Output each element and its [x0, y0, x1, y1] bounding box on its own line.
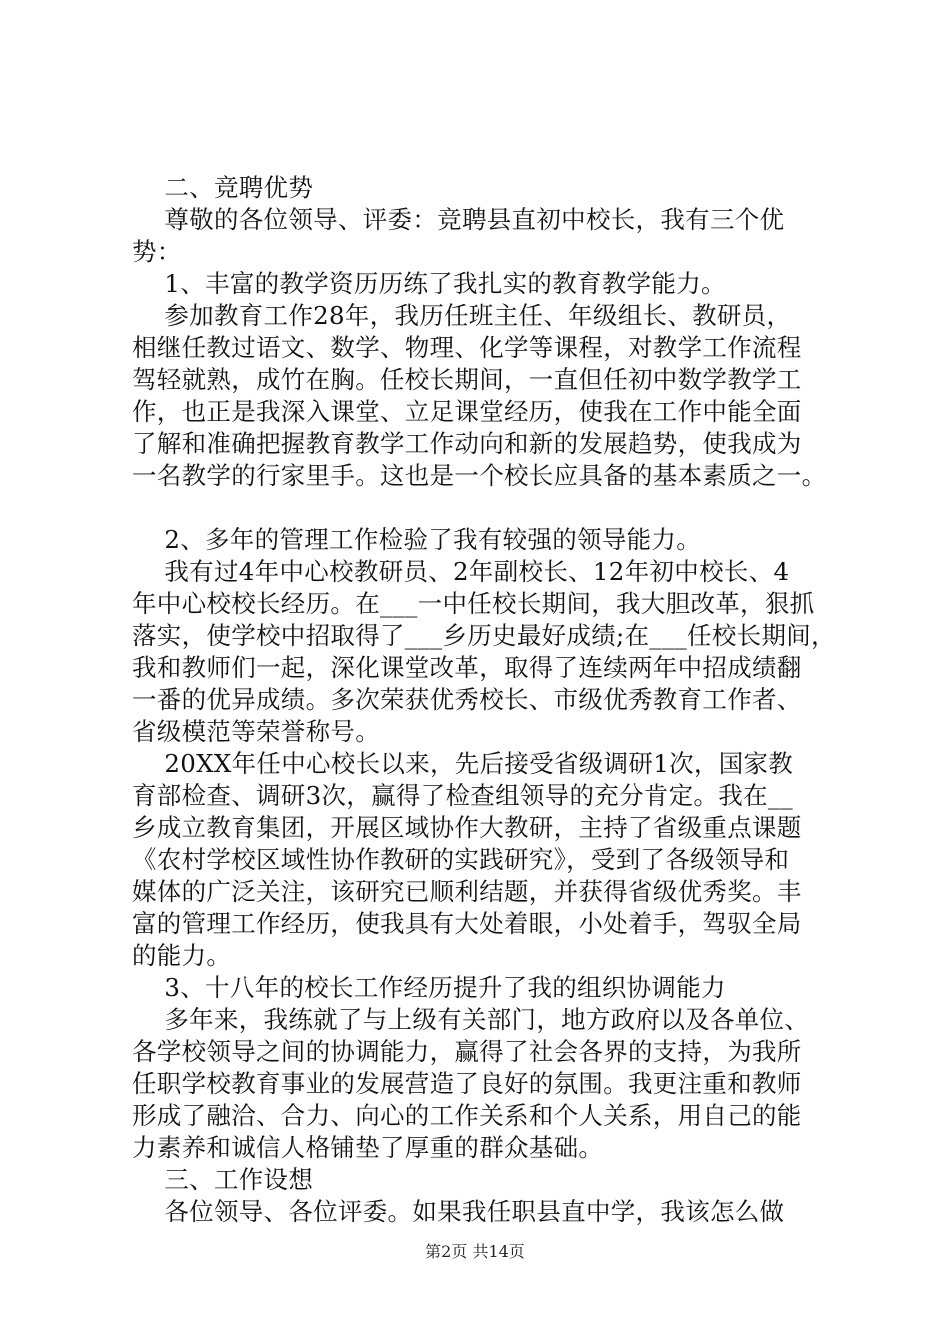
text-line: 各位领导、各位评委。如果我任职县直中学，我该怎么做 [132, 1197, 785, 1226]
text-line: 驾轻就熟，成竹在胸。任校长期间，一直但任初中数学教学工 [132, 365, 802, 394]
text-line: 作，也正是我深入课堂、立足课堂经历，使我在工作中能全面 [132, 397, 802, 426]
text-line: 年中心校校长经历。在___一中任校长期间，我大胆改革，狠抓 [132, 589, 815, 618]
text-line: 的能力。 [132, 941, 232, 970]
text-line: 了解和准确把握教育教学工作动向和新的发展趋势，使我成为 [132, 429, 802, 458]
text-line: 形成了融洽、合力、向心的工作关系和个人关系，用自己的能 [132, 1101, 802, 1130]
text-line: 三、工作设想 [132, 1165, 314, 1194]
text-line: 二、竞聘优势 [132, 173, 314, 202]
text-line: 育部检查、调研3次，赢得了检查组领导的充分肯定。我在__ [132, 781, 793, 810]
text-line: 省级模范等荣誉称号。 [132, 717, 380, 746]
text-line: 参加教育工作28年，我历任班主任、年级组长、教研员， [132, 301, 792, 330]
text-line: 富的管理工作经历，使我具有大处着眼，小处着手，驾驭全局 [132, 909, 802, 938]
blank-line [132, 492, 832, 524]
text-line: 势： [132, 237, 182, 266]
text-line: 媒体的广泛关注，该研究已顺利结题，并获得省级优秀奖。丰 [132, 877, 802, 906]
text-line: 多年来，我练就了与上级有关部门，地方政府以及各单位、 [132, 1005, 810, 1034]
text-line: 《农村学校区域性协作教研的实践研究》，受到了各级领导和 [132, 845, 790, 874]
text-line: 一番的优异成绩。多次荣获优秀校长、市级优秀教育工作者、 [132, 685, 802, 714]
text-line: 我有过4年中心校教研员、2年副校长、12年初中校长、4 [132, 557, 790, 586]
text-line: 2、多年的管理工作检验了我有较强的领导能力。 [132, 525, 702, 554]
text-line: 乡成立教育集团，开展区域协作大教研，主持了省级重点课题 [132, 813, 802, 842]
text-line: 落实，使学校中招取得了___乡历史最好成绩;在___任校长期间， [132, 621, 836, 650]
document-body [132, 172, 836, 1228]
text-line: 相继任教过语文、数学、物理、化学等课程，对教学工作流程 [132, 333, 802, 362]
text-line: 各学校领导之间的协调能力，赢得了社会各界的支持，为我所 [132, 1037, 802, 1066]
text-line: 尊敬的各位领导、评委：竞聘县直初中校长，我有三个优 [132, 205, 785, 234]
text-line: 力素养和诚信人格铺垫了厚重的群众基础。 [132, 1133, 604, 1162]
text-line: 任职学校教育事业的发展营造了良好的氛围。我更注重和教师 [132, 1069, 802, 1098]
text-line: 1、丰富的教学资历历练了我扎实的教育教学能力。 [132, 269, 726, 298]
text-line: 我和教师们一起，深化课堂改革，取得了连续两年中招成绩翻 [132, 653, 802, 682]
text-line: 3、十八年的校长工作经历提升了我的组织协调能力 [132, 973, 726, 1002]
text-line: 20XX年任中心校长以来，先后接受省级调研1次，国家教 [132, 749, 794, 778]
page-number-footer: 第2页 共14页 [425, 1242, 525, 1261]
text-line: 一名教学的行家里手。这也是一个校长应具备的基本素质之一。 [132, 461, 827, 490]
